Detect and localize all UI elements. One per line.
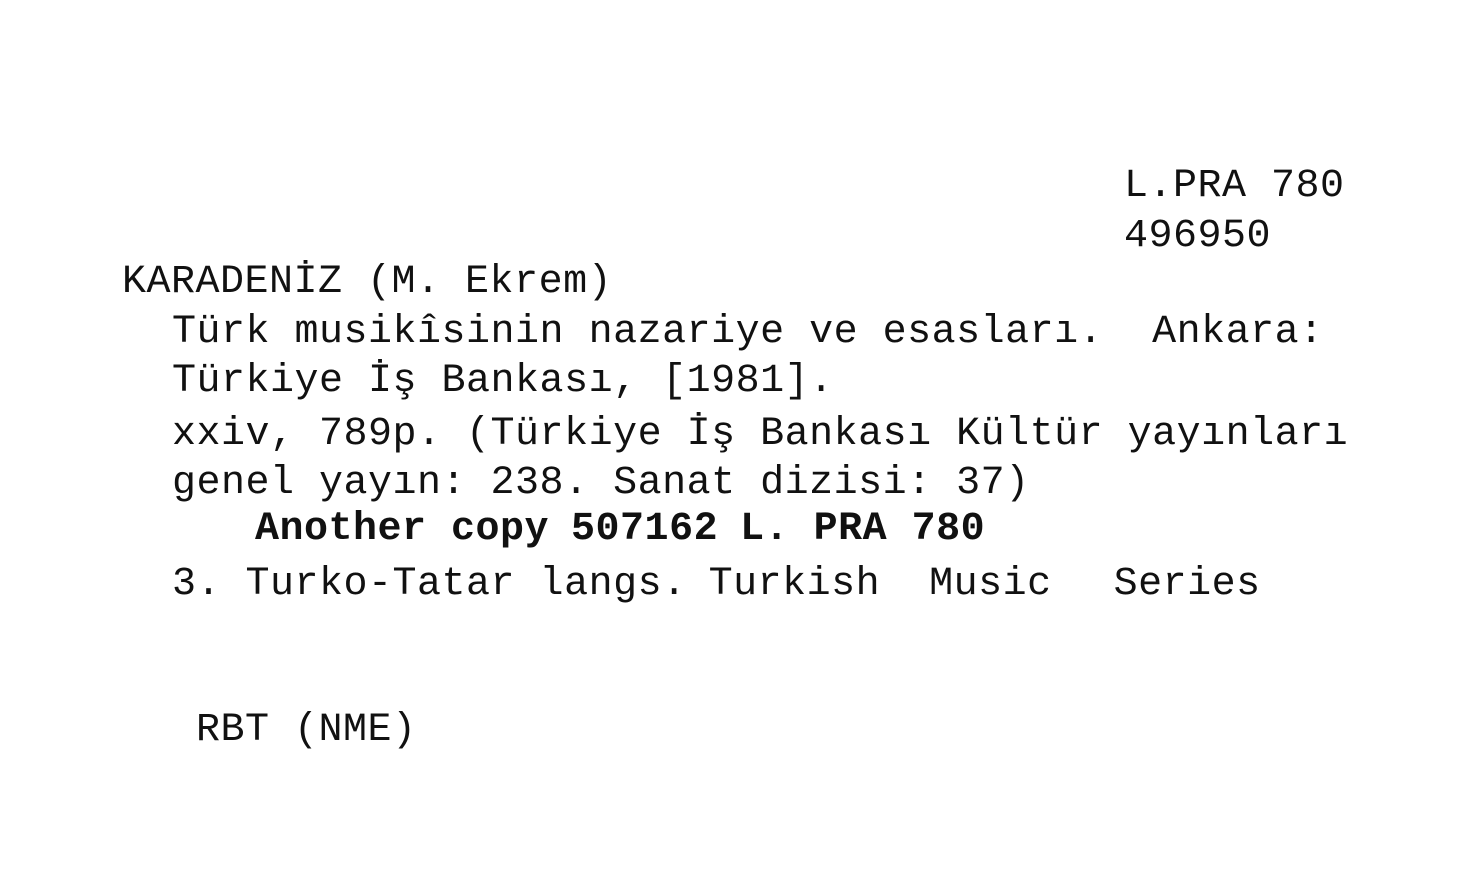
author-heading: KARADENİZ (M. Ekrem) xyxy=(122,260,613,305)
subject-first: 3. Turko-Tatar langs. xyxy=(172,562,687,607)
call-number: L.PRA 780 xyxy=(1124,164,1345,209)
subject-third: Series xyxy=(1113,562,1261,607)
subject-tracings xyxy=(172,561,1261,609)
imprint-line: Türkiye İş Bankası, [1981]. xyxy=(172,359,834,404)
another-copy-line xyxy=(255,506,985,554)
another-copy-accession: 507162 xyxy=(571,507,719,552)
collation-line: xxiv, 789p. (Türkiye İş Bankası Kültür yayınları xyxy=(172,412,1349,457)
another-copy-label: Another copy xyxy=(255,507,550,552)
series-line: genel yayın: 238. Sanat dizisi: 37) xyxy=(172,461,1030,506)
title-line: Türk musikîsinin nazariye ve esasları. Ankara: xyxy=(172,310,1324,355)
subject-second: Turkish Music xyxy=(708,562,1052,607)
location-note: RBT (NME) xyxy=(196,708,417,753)
another-copy-call-number: L. PRA 780 xyxy=(740,507,986,552)
accession-number: 496950 xyxy=(1124,214,1272,259)
